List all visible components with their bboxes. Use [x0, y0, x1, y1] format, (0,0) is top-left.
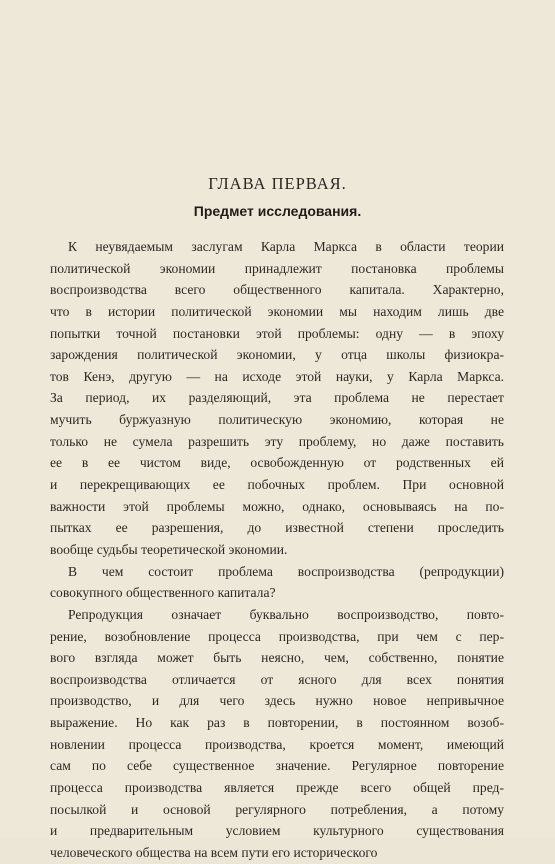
- text-line: зарождения политической экономии, у отца школы физиокра-: [50, 347, 504, 363]
- text-line: сам по себе существенное значение. Регулярное повторение: [50, 758, 504, 774]
- text-line: пытках ее разрешения, до известной степени проследить: [50, 520, 504, 536]
- text-line: воспроизводства отличается от ясного для всех понятия: [50, 671, 504, 687]
- section-title: Предмет исследования.: [193, 203, 362, 219]
- text-line: В чем состоит проблема воспроизводства (репродукции): [68, 563, 504, 579]
- text-line: новлении процесса производства, кроется момент, имеющий: [50, 736, 504, 752]
- text-line: процесса производства является прежде всего общей пред-: [50, 780, 504, 796]
- text-line: воспроизводства всего общественного капитала. Характерно,: [50, 282, 504, 298]
- text-line: что в истории политической экономии мы находим лишь две: [50, 303, 504, 319]
- chapter-header: [0, 174, 555, 220]
- text-line: вого взгляда может быть неясно, чем, собственно, понятие: [50, 650, 504, 666]
- text-line: тов Кенэ, другую — на исходе этой науки, у Карла Маркса.: [50, 368, 504, 384]
- text-line: совокупного общественного капитала?: [50, 585, 276, 601]
- text-line: Репродукция означает буквально воспроизводство, повто-: [68, 606, 504, 622]
- text-line: К неувядаемым заслугам Карла Маркса в области теории: [68, 239, 504, 254]
- paragraph: [50, 236, 504, 561]
- text-line: посылкой и основой регулярного потребления, а потому: [50, 801, 504, 817]
- text-line: выражение. Но как раз в повторении, в постоянном возоб-: [50, 715, 504, 731]
- chapter-title: ГЛАВА ПЕРВАЯ.: [208, 174, 347, 193]
- text-line: производство, и для чего здесь нужно новое непривычное: [50, 693, 504, 709]
- body-text: [50, 236, 504, 864]
- text-line: политической экономии принадлежит постановка проблемы: [50, 260, 504, 276]
- text-line: только не сумела разрешить эту проблему, но даже поставить: [50, 433, 504, 449]
- text-line: человеческого общества на всем пути его исторического: [50, 844, 378, 860]
- text-line: попытки точной постановки этой проблемы: одну — в эпоху: [50, 325, 504, 341]
- text-line: За период, их разделяющий, эта проблема не перестает: [50, 390, 504, 406]
- text-line: важности этой проблемы можно, однако, основываясь на по-: [50, 498, 504, 514]
- text-line: рение, возобновление процесса производства, при чем с пер-: [50, 628, 504, 644]
- text-line: и перекрещивающих ее побочных проблем. При основной: [50, 477, 504, 493]
- paragraph: [50, 604, 504, 864]
- text-line: и предварительным условием культурного существования: [50, 823, 504, 839]
- text-line: мучить буржуазную политическую экономию, которая не: [50, 412, 504, 428]
- text-line: вообще судьбы теоретической экономии.: [50, 541, 288, 557]
- text-line: ее в ее чистом виде, освобожденную от родственных ей: [50, 455, 504, 471]
- paragraph: [50, 561, 504, 604]
